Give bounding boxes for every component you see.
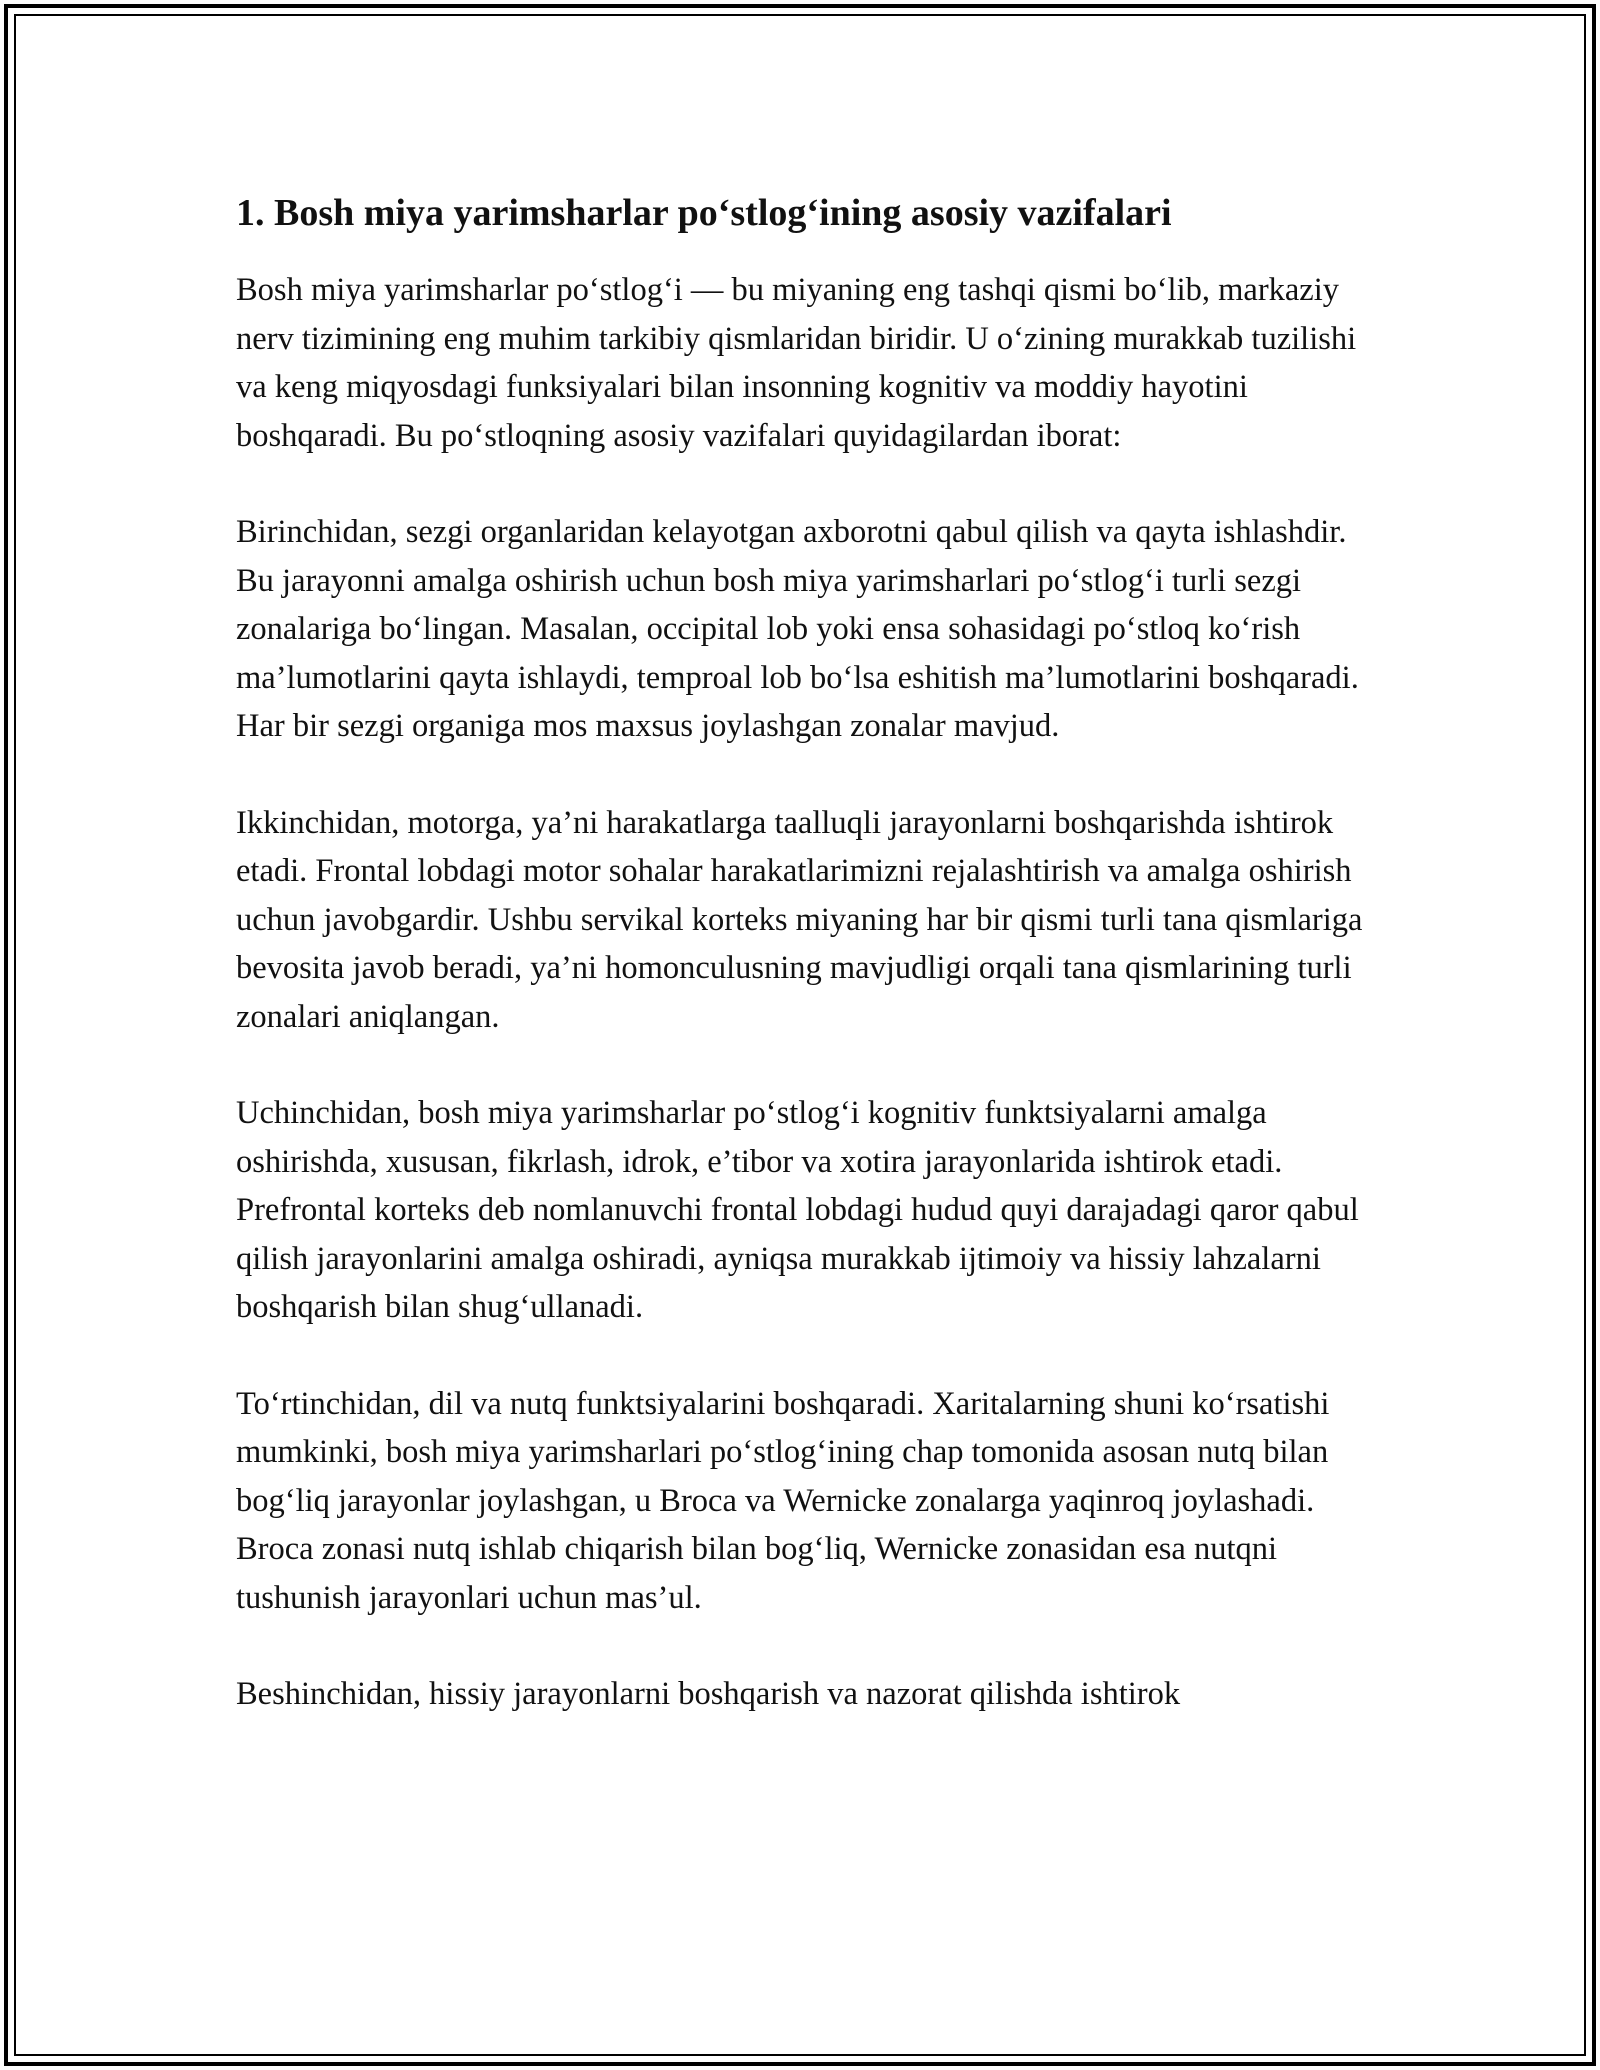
paragraph-fourth: To‘rtinchidan, dil va nutq funktsiyalarini boshqaradi. Xaritalarning shuni ko‘rsatishi mumkinki, bosh miya yarimsharlari po‘stlog‘ining chap tomonida asosan nutq bilan bog‘liq jarayonlar joylashgan, u Broca va Wernicke zonalarga yaqinroq joylashadi. Broca zonasi nutq ishlab chiqarish bilan bog‘liq, Wernicke zonasidan esa nutqni tushunish jarayonlari uchun mas’ul. bbox=[236, 1385, 1330, 1616]
paragraph-intro: Bosh miya yarimsharlar po‘stlog‘i — bu miyaning eng tashqi qismi bo‘lib, markaziy nerv tizimining eng muhim tarkibiy qismlaridan biridir. U o‘zining murakkab tuzilishi va keng miqyosdagi funksiyalari bilan insonning kognitiv va moddiy hayotini boshqaradi. Bu po‘stloqning asosiy vazifalari quyidagilardan iborat: bbox=[236, 272, 1357, 454]
paragraph-first: Birinchidan, sezgi organlaridan kelayotgan axborotni qabul qilish va qayta ishlashdir. Bu jarayonni amalga oshirish uchun bosh miya yarimsharlari po‘stlog‘i turli sezgi zonalariga bo‘lingan. Masalan, occipital lob yoki ensa sohasidagi po‘stloq ko‘rish ma’lumotlarini qayta ishlaydi, temproal lob bo‘lsa eshitish ma’lumotlarini boshqaradi. Har bir sezgi organiga mos maxsus joylashgan zonalar mavjud. bbox=[236, 514, 1359, 744]
section-heading: 1. Bosh miya yarimsharlar po‘stlog‘ining asosiy vazifalari bbox=[236, 192, 1172, 234]
paragraph-third: Uchinchidan, bosh miya yarimsharlar po‘stlog‘i kognitiv funktsiyalarni amalga oshirishda, xususan, fikrlash, idrok, e’tibor va xotira jarayonlarida ishtirok etadi. Prefrontal korteks deb nomlanuvchi frontal lobdagi hudud quyi darajadagi qaror qabul qilish jarayonlarini amalga oshiradi, ayniqsa murakkab ijtimoiy va hissiy lahzalarni boshqarish bilan shug‘ullanadi. bbox=[236, 1095, 1359, 1325]
paragraph-fifth: Beshinchidan, hissiy jarayonlarni boshqarish va nazorat qilishda ishtirok bbox=[236, 1676, 1181, 1712]
paragraph-second: Ikkinchidan, motorga, ya’ni harakatlarga taalluqli jarayonlarni boshqarishda ishtirok etadi. Frontal lobdagi motor sohalar harakatlarimizni rejalashtirish va amalga oshirish uchun javobgardir. Ushbu servikal korteks miyaning har bir qismi turli tana qismlariga bevosita javob beradi, ya’ni homonculusning mavjudligi orqali tana qismlarining turli zonalari aniqlangan. bbox=[236, 804, 1363, 1035]
document-body bbox=[236, 188, 1366, 1767]
